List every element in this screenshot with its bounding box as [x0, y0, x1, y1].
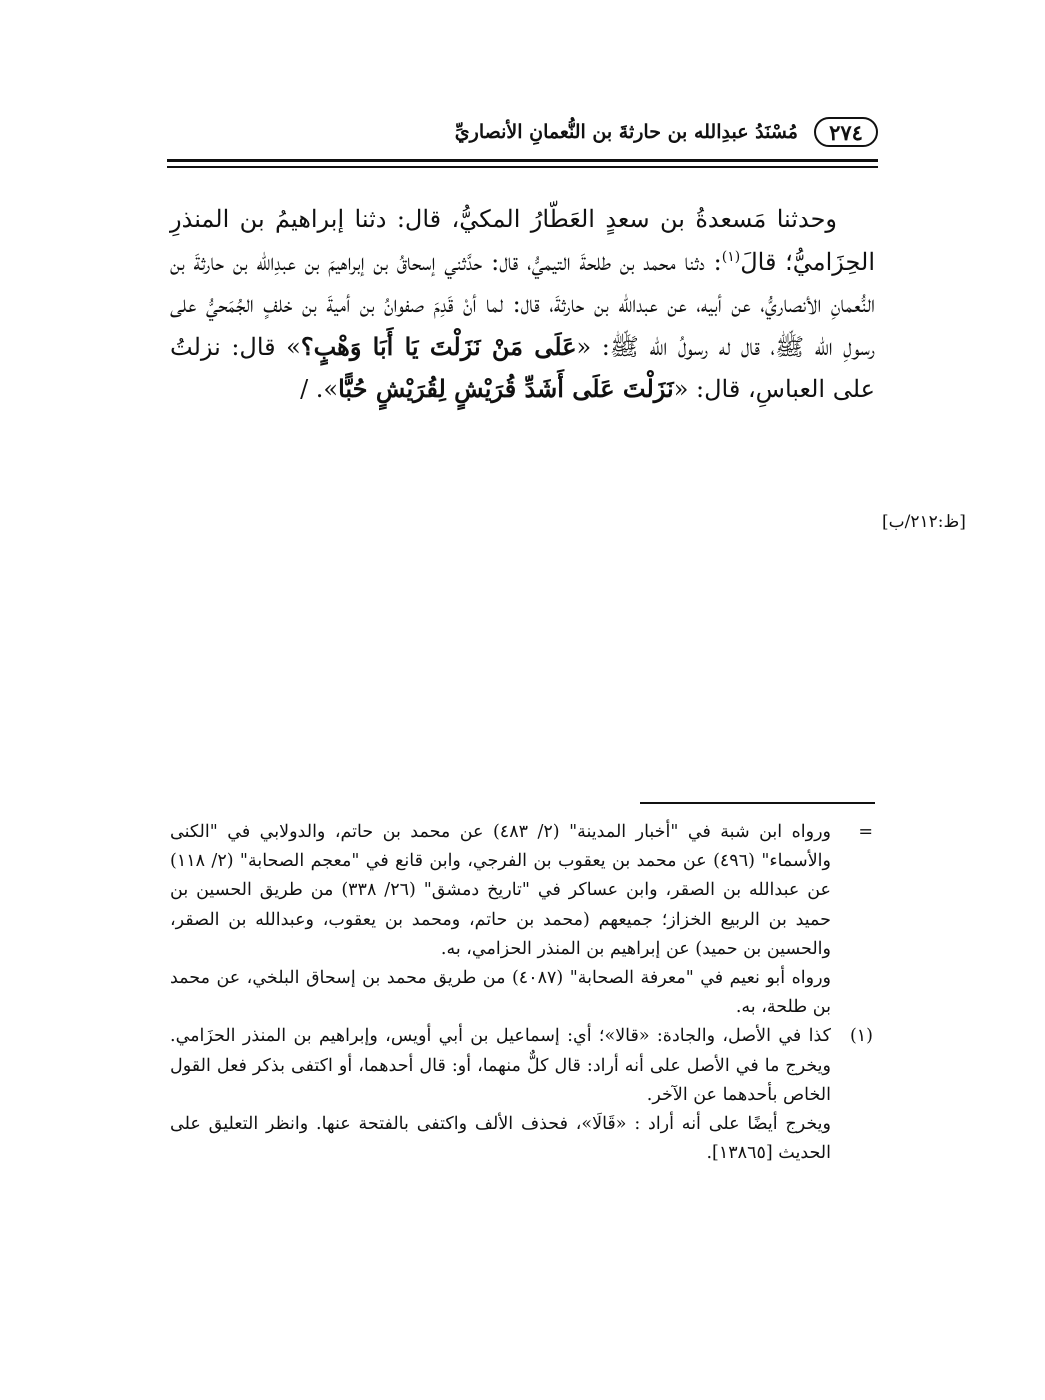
footnote-paragraph: ورواه ابن شبة في "أخبار المدينة" (٢/ ٤٨٣) عن محمد بن حاتم، والدولابي في "الكنى والأسماء" (٤٩٦) عن محمد بن يعقوب بن الفرجي، وابن قانع في "معجم الصحابة" (٢/ ١١٨) عن عبدالله بن الصقر، وابن عساكر في "تاريخ دمشق" (٢٦/ ٣٣٨) من طريق الحسين بن حميد بن الربيع الخزاز؛ جميعهم (محمد بن حاتم، ومحمد بن يعقوب، وعبدالله بن الصقر، والحسين بن حميد) عن إبراهيم بن المنذر الحزامي، به. — [170, 822, 831, 959]
header-rule-thin — [167, 166, 878, 168]
manuscript-margin-note: [ظ:٢١٢/ب] — [882, 512, 966, 532]
running-header — [167, 112, 878, 152]
footnote-paragraph: كذا في الأصل، والجادة: «قالا»؛ أي: إسماعيل بن أبي أويس، وإبراهيم بن المنذر الحزَامي. ويخرج ما في الأصل على أنه أراد: قال كلٌّ منهما، أو: قال أحدهما، أو اكتفى بذكر فعل القول الخاص بأحدهما عن الآخر. — [170, 1026, 831, 1105]
page-number: ٢٧٤ — [814, 117, 878, 147]
hadith-text — [170, 198, 875, 411]
footnote-mark: (١) — [849, 1026, 873, 1047]
running-title: مُسْنَدُ عبدِالله بن حارثةَ بن النُّعمانِ الأنصاريِّ — [454, 121, 798, 143]
text-segment-3: » قال: نزلتُ على العباسِ، قال: « — [170, 332, 875, 403]
footnote-mark: = — [858, 822, 873, 842]
footnote-reference: (١) — [721, 248, 741, 265]
prophetic-quote-2: نَزَلْتَ عَلَى أَشَدِّ قُرَيْشٍ لِقُرَيْشٍ حُبًّا — [338, 374, 674, 403]
footnote-continued — [170, 818, 873, 1022]
footnote-paragraph: ورواه أبو نعيم في "معرفة الصحابة" (٤٠٨٧) من طريق محمد بن إسحاق البلخي، عن محمد بن طلحة، به. — [170, 968, 831, 1018]
text-segment-1: وحدثنا مَسعدةُ بن سعدٍ العَطّارُ المكيُّ، قال: دثنا إبراهيمُ بن المنذرِ الحِزَاميُّ؛ قالَ — [170, 205, 875, 276]
footnotes — [170, 818, 873, 1168]
text-segment-2: : دثنا محمد بن طلحةَ التيميُّ، قال: حدَّثني إسحاقُ بن إبراهيمَ بن عبدِالله بن حارثةَ بن النُّعمانِ الأنصاريُّ، عن أبيه، عن عبدالله بن حارثةَ، قال: لما أنْ قَدِمَ صفوانُ بن أميةَ بن خلفٍ الجُمَحيُّ على رسولِ الله ﷺ، قال له رسولُ الله ﷺ: « — [170, 247, 875, 361]
hadith-paragraph — [170, 198, 875, 411]
prophetic-quote-1: عَلَى مَنْ نَزَلْتَ يَا أَبَا وَهْبٍ؟ — [300, 331, 577, 361]
footnote-1 — [170, 1022, 873, 1168]
text-segment-4: ». / — [300, 375, 339, 403]
header-rule-thick — [167, 159, 878, 162]
footnote-separator — [640, 802, 875, 804]
footnote-paragraph: ويخرج أيضًا على أنه أراد : «قَالَا»، فحذف الألف واكتفى بالفتحة عنها. وانظر التعليق على الحديث [١٣٨٦٥]. — [170, 1114, 831, 1164]
